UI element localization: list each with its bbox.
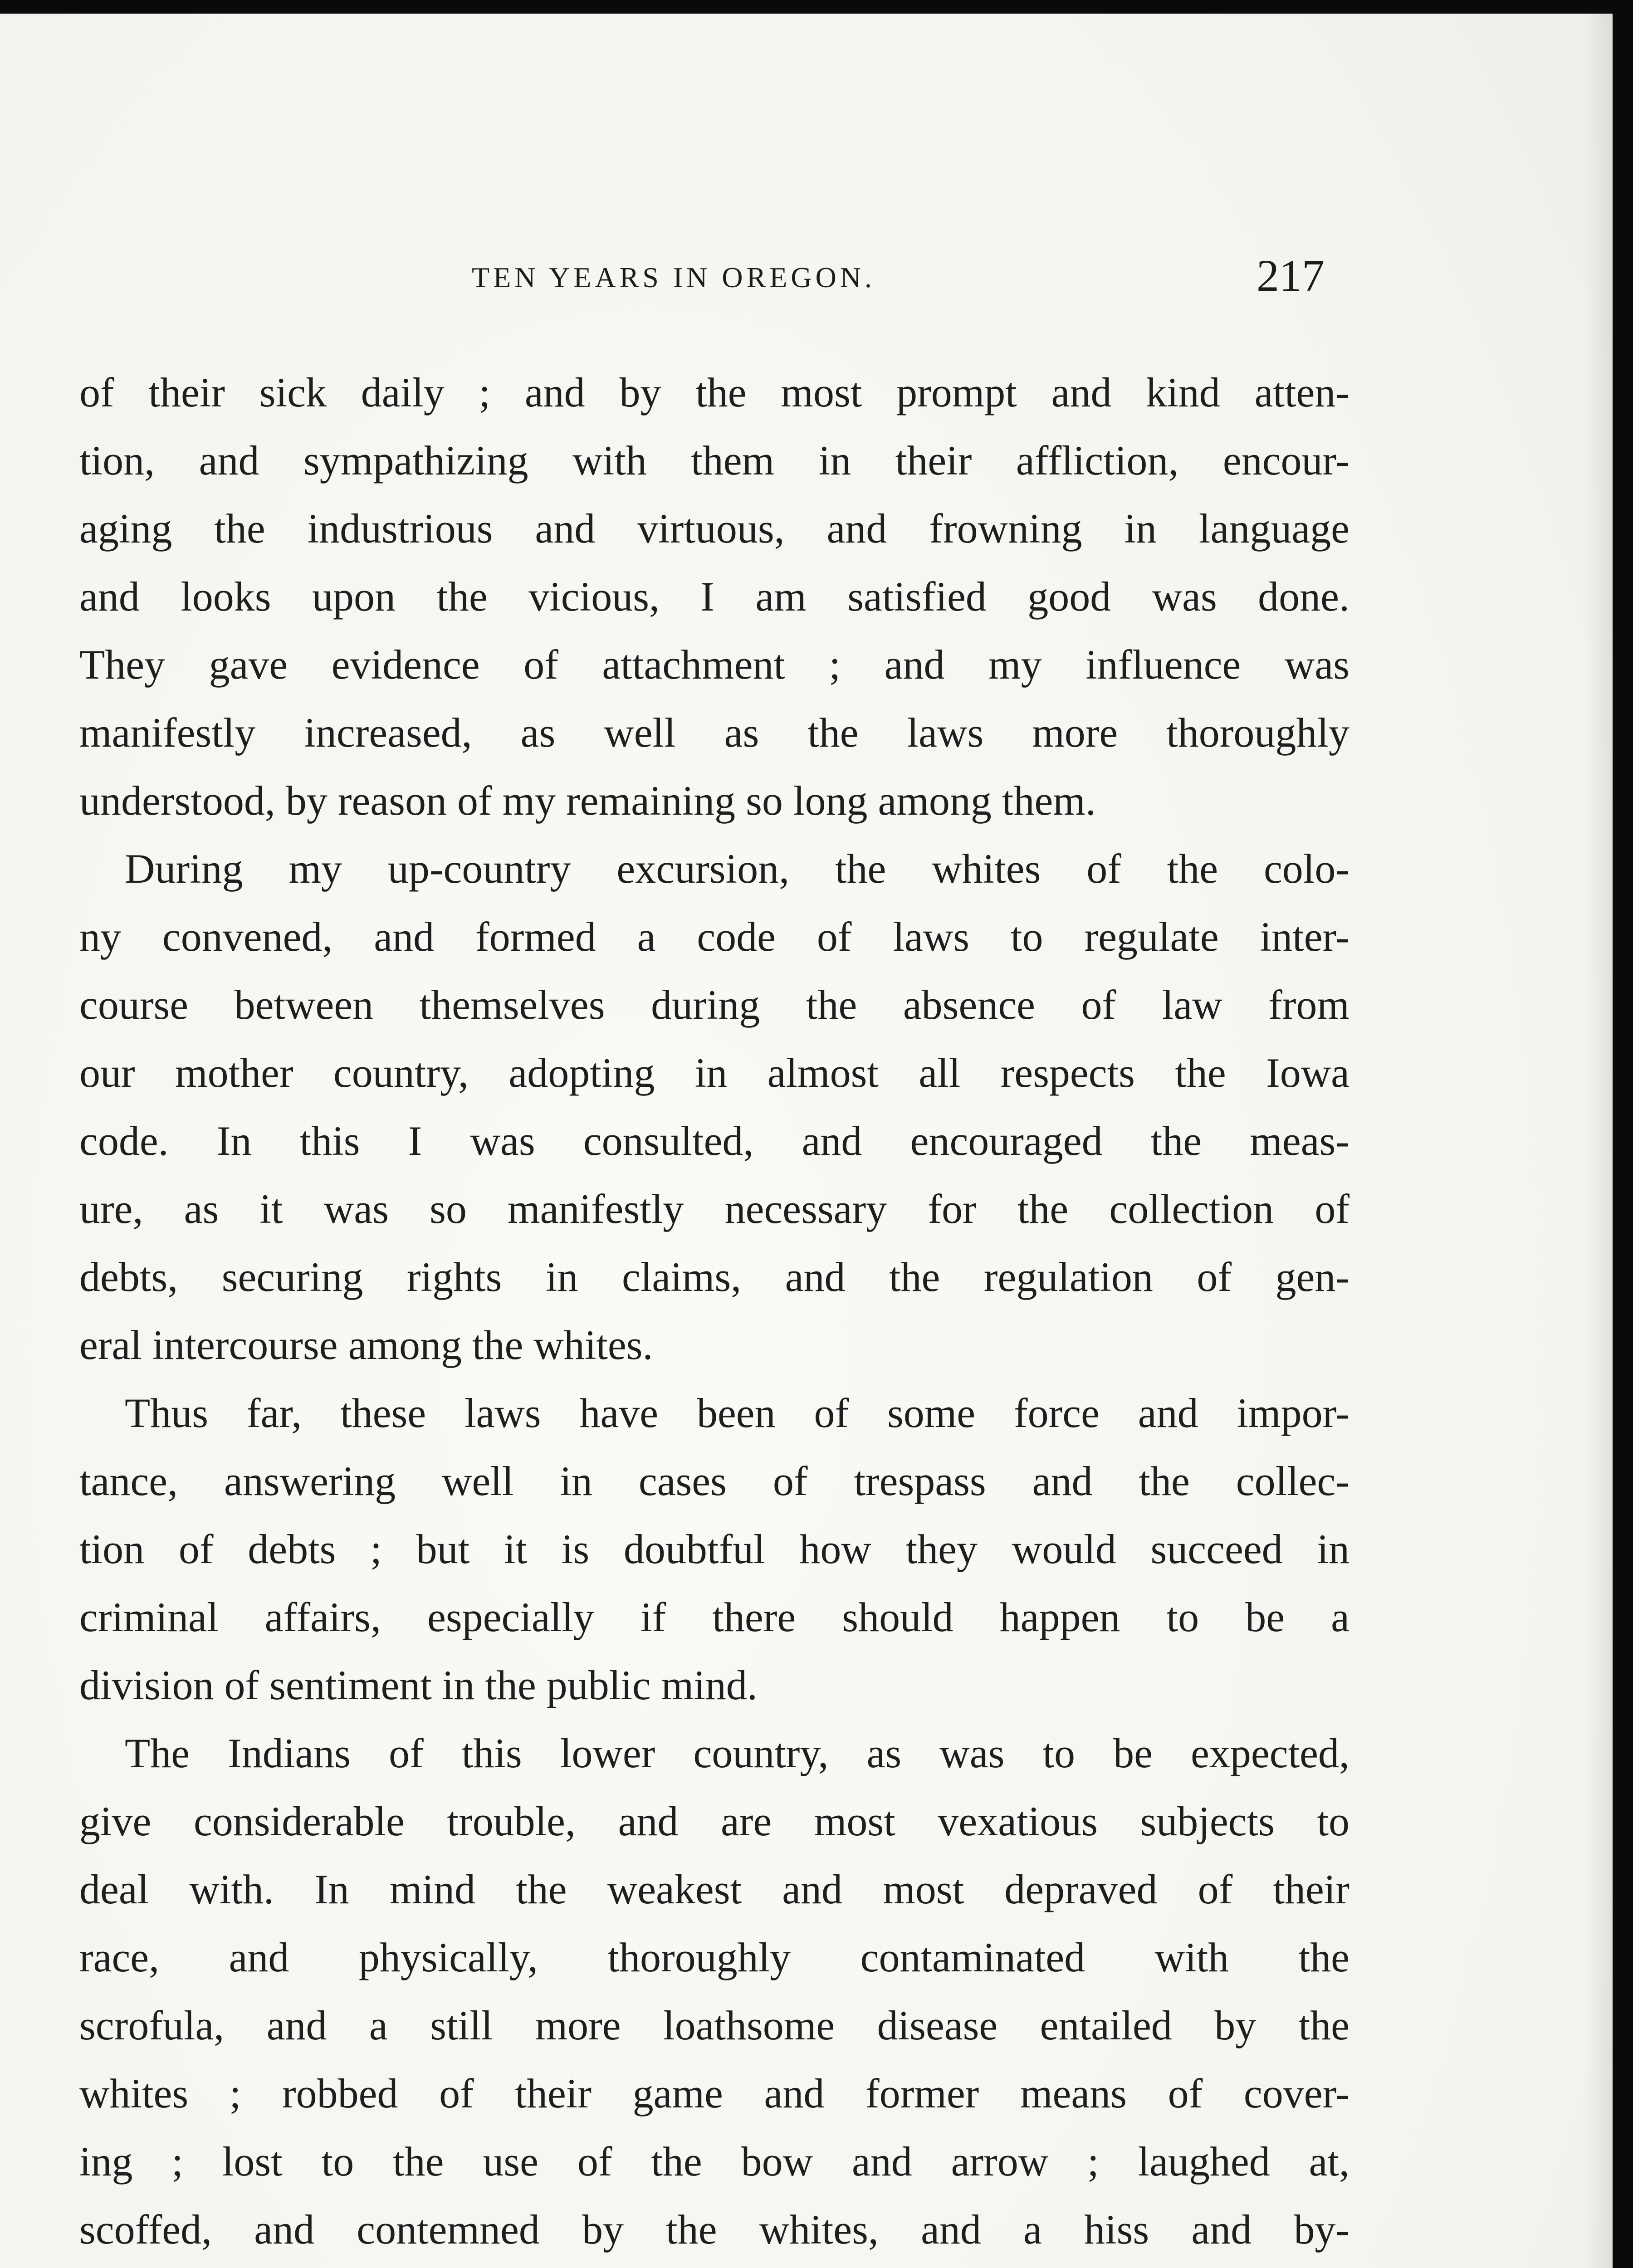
text-line: give considerable trouble, and are most vexatious subjects to [79,1798,1349,1844]
text-line: division of sentiment in the public mind. [79,1662,758,1708]
text-line: course between themselves during the absence of law from [79,982,1349,1028]
text-line: race, and physically, thoroughly contaminated with the [79,1934,1349,1980]
text-line: understood, by reason of my remaining so long among them. [79,777,1096,824]
text-line: manifestly increased, as well as the laws more thoroughly [79,709,1349,756]
text-line: of their sick daily ; and by the most prompt and kind atten- [79,369,1349,415]
text-line: The Indians of this lower country, as was to be expected, [125,1730,1349,1776]
text-line: ure, as it was so manifestly necessary for the collection of [79,1186,1349,1232]
text-line: They gave evidence of attachment ; and my influence was [79,641,1349,688]
text-line: eral intercourse among the whites. [79,1322,653,1368]
text-line: aging the industrious and virtuous, and frowning in language [79,505,1349,552]
book-page [0,14,1613,2268]
text-line: During my up-country excursion, the whites of the colo- [125,846,1349,892]
text-line: ing ; lost to the use of the bow and arrow ; laughed at, [79,2138,1349,2185]
text-line: whites ; robbed of their game and former means of cover- [79,2070,1349,2116]
text-line: our mother country, adopting in almost all respects the Iowa [79,1050,1349,1096]
page-edge-shadow [1585,14,1613,2268]
text-line: deal with. In mind the weakest and most depraved of their [79,1866,1349,1912]
page-number: 217 [1257,250,1325,301]
text-line: Thus far, these laws have been of some force and impor- [125,1390,1349,1436]
text-line: scrofula, and a still more loathsome disease entailed by the [79,2002,1349,2048]
running-title: TEN YEARS IN OREGON. [472,261,876,293]
text-line: tance, answering well in cases of trespass and the collec- [79,1458,1349,1504]
text-line: and looks upon the vicious, I am satisfied good was done. [79,573,1349,620]
text-line: tion of debts ; but it is doubtful how they would succeed in [79,1526,1349,1572]
text-line: scoffed, and contemned by the whites, and a hiss and by- [79,2206,1349,2253]
text-line: ny convened, and formed a code of laws to regulate inter- [79,914,1349,960]
text-line: criminal affairs, especially if there should happen to be a [79,1594,1349,1640]
text-line: code. In this I was consulted, and encouraged the meas- [79,1118,1349,1164]
text-line: debts, securing rights in claims, and the regulation of gen- [79,1254,1349,1300]
text-line: tion, and sympathizing with them in their affliction, encour- [79,437,1349,484]
text-line [79,2263,1349,2268]
body-text [79,358,1349,2268]
